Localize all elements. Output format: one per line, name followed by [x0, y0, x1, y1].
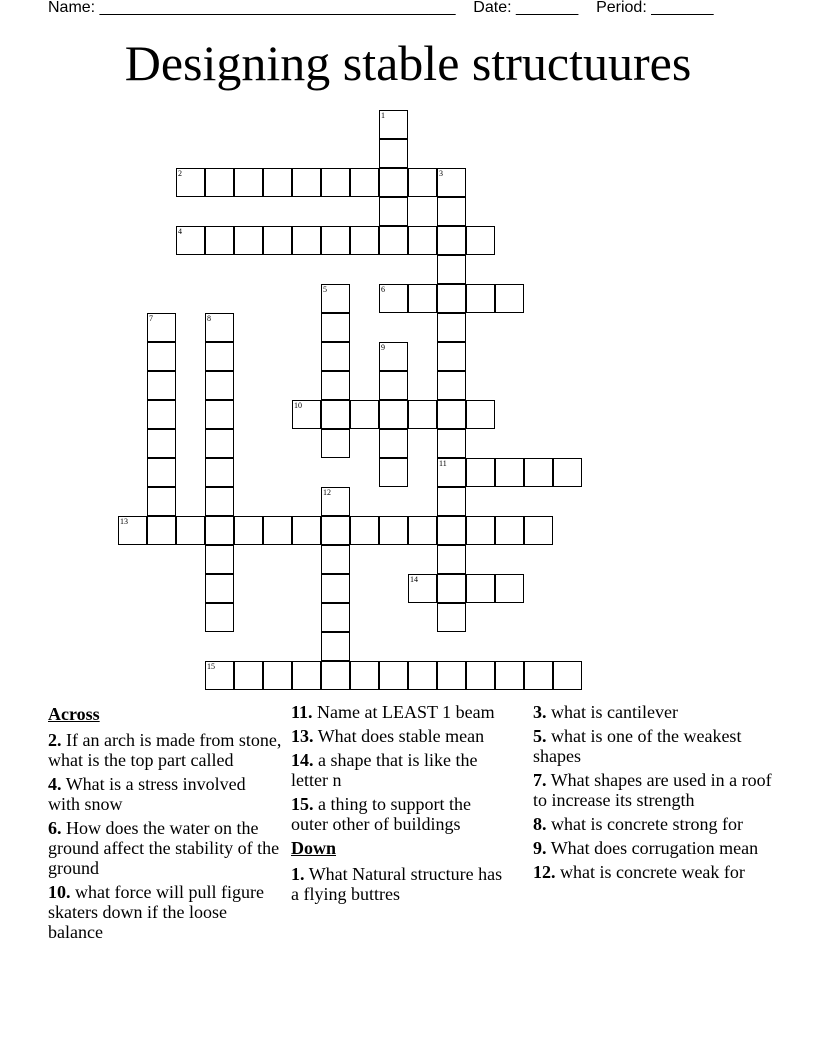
clue-number: 7 [149, 314, 153, 323]
grid-cell[interactable] [350, 516, 379, 545]
grid-cell[interactable] [321, 400, 350, 429]
grid-cell[interactable] [379, 139, 408, 168]
clue-number: 3 [439, 169, 443, 178]
grid-cell[interactable] [524, 458, 553, 487]
grid-cell[interactable] [437, 661, 466, 690]
grid-cell[interactable] [466, 284, 495, 313]
grid-cell[interactable] [321, 661, 350, 690]
grid-cell[interactable] [437, 545, 466, 574]
grid-cell[interactable] [321, 516, 350, 545]
grid-cell[interactable] [437, 371, 466, 400]
grid-cell[interactable] [205, 487, 234, 516]
clue-across: 6. How does the water on the ground affect the stability of the ground [48, 818, 280, 878]
clue-number: 2 [178, 169, 182, 178]
grid-cell[interactable] [379, 400, 408, 429]
grid-cell[interactable] [321, 342, 350, 371]
page-title: Designing stable structuures [124, 35, 692, 91]
grid-cell[interactable] [408, 168, 437, 197]
grid-cell[interactable] [379, 429, 408, 458]
clue-column-2 [291, 702, 511, 908]
down-heading: Down [291, 838, 337, 858]
grid-cell[interactable] [553, 458, 582, 487]
grid-cell[interactable] [553, 661, 582, 690]
grid-cell[interactable] [147, 516, 176, 545]
grid-cell[interactable] [437, 226, 466, 255]
date-label: Date: [473, 0, 512, 16]
clue-number: 1 [381, 111, 385, 120]
grid-cell[interactable] [205, 168, 234, 197]
grid-cell[interactable] [321, 632, 350, 661]
clue-down: 3. what is cantilever [533, 702, 678, 722]
grid-cell[interactable] [321, 226, 350, 255]
grid-cell[interactable] [350, 168, 379, 197]
grid-cell[interactable] [437, 400, 466, 429]
grid-cell[interactable] [321, 284, 350, 313]
grid-cell[interactable] [524, 661, 553, 690]
grid-cell[interactable] [205, 371, 234, 400]
grid-cell[interactable] [466, 226, 495, 255]
grid-cell[interactable] [408, 226, 437, 255]
grid-cell[interactable] [205, 574, 234, 603]
grid-cell[interactable] [437, 342, 466, 371]
clue-across: 2. If an arch is made from stone, what is the top part called [48, 730, 282, 770]
clue-number: 9 [381, 343, 385, 352]
grid-cell[interactable] [379, 661, 408, 690]
period-label: Period: [596, 0, 647, 16]
grid-cell[interactable] [350, 661, 379, 690]
grid-cell[interactable] [321, 574, 350, 603]
grid-cell[interactable] [437, 313, 466, 342]
clue-across: 15. a thing to support the outer other of buildings [291, 794, 471, 834]
grid-cell[interactable] [205, 661, 234, 690]
grid-cell[interactable] [147, 429, 176, 458]
clue-number: 14 [410, 575, 418, 584]
grid-cell[interactable] [495, 661, 524, 690]
clue-number: 15 [207, 662, 215, 671]
grid-cell[interactable] [205, 516, 234, 545]
grid-cell[interactable] [263, 661, 292, 690]
clue-number: 6 [381, 285, 385, 294]
grid-cell[interactable] [205, 400, 234, 429]
grid-cell[interactable] [292, 400, 321, 429]
grid-cell[interactable] [350, 226, 379, 255]
grid-cell[interactable] [147, 342, 176, 371]
name-blank[interactable]: ________________________________________ [99, 0, 456, 16]
clue-across: 4. What is a stress involved with snow [48, 774, 246, 814]
grid-cell[interactable] [379, 197, 408, 226]
grid-cell[interactable] [466, 458, 495, 487]
grid-cell[interactable] [292, 516, 321, 545]
clue-number: 13 [120, 517, 128, 526]
grid-cell[interactable] [147, 371, 176, 400]
grid-cell[interactable] [205, 429, 234, 458]
grid-cell[interactable] [350, 400, 379, 429]
grid-cell[interactable] [147, 458, 176, 487]
grid-cell[interactable] [205, 545, 234, 574]
grid-cell[interactable] [379, 516, 408, 545]
grid-cell[interactable] [118, 516, 147, 545]
grid-cell[interactable] [379, 371, 408, 400]
grid-cell[interactable] [524, 516, 553, 545]
grid-cell[interactable] [408, 284, 437, 313]
clue-across: 11. Name at LEAST 1 beam [291, 702, 495, 722]
grid-cell[interactable] [292, 661, 321, 690]
clue-column-1 [48, 702, 282, 946]
grid-cell[interactable] [437, 487, 466, 516]
grid-cell[interactable] [205, 603, 234, 632]
date-blank[interactable]: _______ [516, 0, 579, 16]
grid-cell[interactable] [379, 226, 408, 255]
clue-down: 9. What does corrugation mean [533, 838, 759, 858]
grid-cell[interactable] [321, 545, 350, 574]
grid-cell[interactable] [292, 226, 321, 255]
grid-cell[interactable] [321, 429, 350, 458]
grid-cell[interactable] [408, 574, 437, 603]
clue-across: 13. What does stable mean [291, 726, 485, 746]
grid-cell[interactable] [466, 516, 495, 545]
grid-cell[interactable] [437, 197, 466, 226]
clue-down: 8. what is concrete strong for [533, 814, 743, 834]
grid-cell[interactable] [495, 284, 524, 313]
grid-cell[interactable] [321, 313, 350, 342]
clue-number: 5 [323, 285, 327, 294]
grid-cell[interactable] [437, 516, 466, 545]
grid-cell[interactable] [234, 226, 263, 255]
grid-cell[interactable] [263, 516, 292, 545]
clue-down: 7. What shapes are used in a roof to increase its strength [533, 770, 772, 810]
grid-cell[interactable] [176, 516, 205, 545]
grid-cell[interactable] [205, 226, 234, 255]
grid-cell[interactable] [292, 168, 321, 197]
grid-cell[interactable] [147, 400, 176, 429]
clue-number: 10 [294, 401, 302, 410]
period-blank[interactable]: _______ [651, 0, 714, 16]
grid-cell[interactable] [379, 342, 408, 371]
grid-cell[interactable] [379, 110, 408, 139]
grid-cell[interactable] [321, 487, 350, 516]
grid-cell[interactable] [495, 574, 524, 603]
grid-cell[interactable] [408, 516, 437, 545]
grid-cell[interactable] [176, 226, 205, 255]
grid-cell[interactable] [234, 168, 263, 197]
grid-cell[interactable] [437, 429, 466, 458]
grid-cell[interactable] [408, 661, 437, 690]
clue-number: 11 [439, 459, 447, 468]
grid-cell[interactable] [495, 516, 524, 545]
grid-cell[interactable] [205, 342, 234, 371]
grid-cell[interactable] [321, 603, 350, 632]
grid-cell[interactable] [466, 574, 495, 603]
grid-cell[interactable] [437, 603, 466, 632]
grid-cell[interactable] [379, 168, 408, 197]
grid-cell[interactable] [466, 661, 495, 690]
grid-cell[interactable] [263, 168, 292, 197]
clue-number: 12 [323, 488, 331, 497]
grid-cell[interactable] [234, 661, 263, 690]
grid-cell[interactable] [205, 458, 234, 487]
grid-cell[interactable] [437, 458, 466, 487]
clue-across: 10. what force will pull figure skaters down if the loose balance [48, 882, 264, 942]
clue-number: 4 [178, 227, 182, 236]
grid-cell[interactable] [379, 458, 408, 487]
grid-cell[interactable] [437, 574, 466, 603]
across-heading: Across [48, 704, 100, 724]
clue-down: 5. what is one of the weakest shapes [533, 726, 742, 766]
grid-cell[interactable] [263, 226, 292, 255]
grid-cell[interactable] [176, 168, 205, 197]
grid-cell[interactable] [495, 458, 524, 487]
clue-number: 8 [207, 314, 211, 323]
grid-cell[interactable] [234, 516, 263, 545]
clue-across: 14. a shape that is like the letter n [291, 750, 478, 790]
grid-cell[interactable] [379, 284, 408, 313]
clue-down: 1. What Natural structure has a flying buttres [291, 864, 503, 904]
grid-cell[interactable] [321, 371, 350, 400]
grid-cell[interactable] [147, 487, 176, 516]
grid-cell[interactable] [147, 313, 176, 342]
grid-cell[interactable] [437, 284, 466, 313]
clue-down: 12. what is concrete weak for [533, 862, 745, 882]
grid-cell[interactable] [321, 168, 350, 197]
grid-cell[interactable] [205, 313, 234, 342]
name-label: Name: [48, 0, 96, 16]
grid-cell[interactable] [466, 400, 495, 429]
grid-cell[interactable] [437, 168, 466, 197]
grid-cell[interactable] [408, 400, 437, 429]
clue-column-3 [533, 702, 773, 886]
grid-cell[interactable] [437, 255, 466, 284]
